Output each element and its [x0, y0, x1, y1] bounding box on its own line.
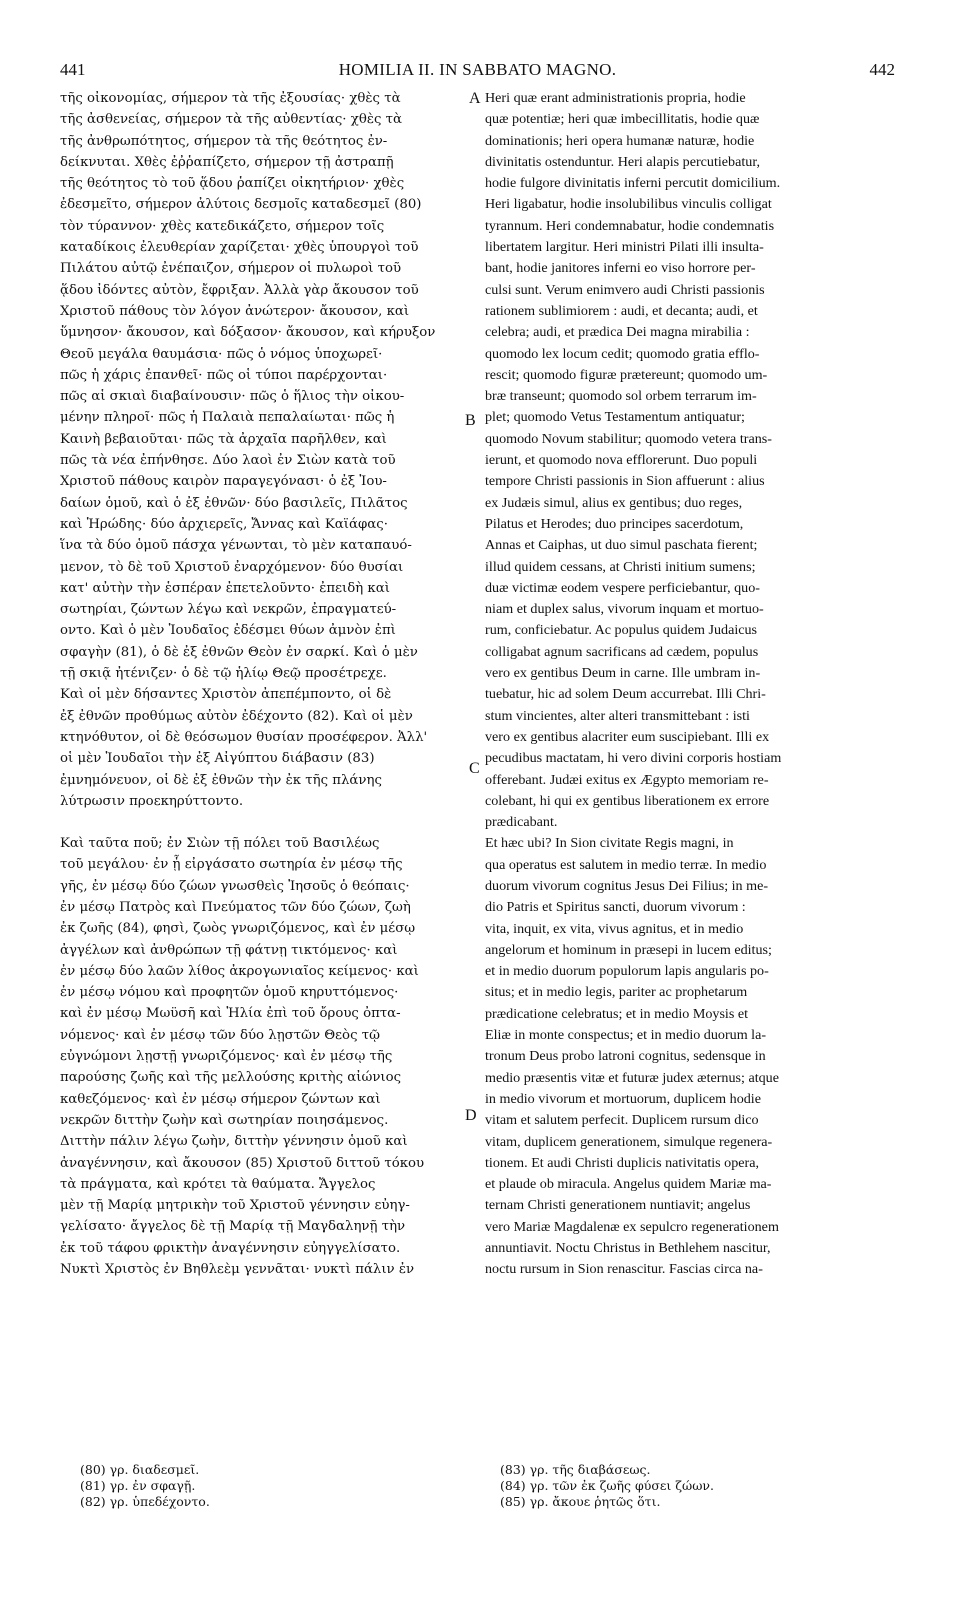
text-line: (83) γρ. τῆς διαβάσεως. [500, 1462, 651, 1477]
text-line: δείκνυται. Χθὲς ἐῤῥαπίζετο, σήμερον τῇ ἀστραπῇ [60, 154, 394, 170]
text-line: Et hæc ubi? In Sion civitate Regis magni, in [485, 835, 734, 852]
margin-letter-d: D [465, 1107, 477, 1124]
text-line: μὲν τῇ Μαρίᾳ μητρικὴν τοῦ Χριστοῦ γέννησιν εὐηγ- [60, 1198, 410, 1214]
text-line: ἀναγέννησιν, καὶ ἄκουσον (85) Χριστοῦ διττοῦ τόκου [60, 1155, 425, 1171]
text-line: τῇ σκιᾷ ἠτένιζεν· ὁ δὲ τῷ ἡλίῳ Θεῷ προσέτρεχε. [60, 666, 387, 682]
text-line: pecudibus mactatam, hi vero divini corporis hostiam [485, 750, 782, 767]
text-line: ἐν μέσῳ δύο λαῶν λίθος ἀκρογωνιαῖος κείμενος· καὶ [60, 963, 419, 979]
text-line: Καὶ οἱ μὲν δήσαντες Χριστὸν ἀπεπέμποντο, οἱ δὲ [60, 687, 392, 703]
text-line: tyrannum. Heri condemnabatur, hodie condemnatis [485, 217, 775, 234]
text-line: ternam Christi generationem nuntiavit; angelus [485, 1197, 751, 1214]
text-line: dio Patris et Spiritus sancti, duorum vivorum : [485, 899, 746, 916]
text-line: ἵνα τὰ δύο ὁμοῦ πάσχα γένωνται, τὸ μὲν καταπαυό- [60, 538, 412, 554]
text-line: Θεοῦ μεγάλα θαυμάσια· πῶς ὁ νόμος ὑποχωρεῖ· [60, 346, 383, 362]
text-line: Pilatus et Herodes; duo principes sacerdotum, [485, 515, 744, 532]
text-line: Χριστοῦ πάθους καιρὸν παραγεγόνασι· ὁ ἐξ Ἰου- [60, 474, 387, 490]
text-line: παρούσης ζωῆς καὶ τῆς μελλούσης κριτὴς αἰώνιος [60, 1070, 402, 1086]
text-line: tempore Christi passionis in Sion affuerunt : alius [485, 473, 765, 490]
text-line: πῶς ἡ χάρις ἐπανθεῖ· πῶς οἱ τύποι παρέρχονται· [60, 367, 388, 383]
text-line: μένην πληροῖ· πῶς ἡ Παλαιὰ πεπαλαίωται· πῶς ἡ [60, 410, 395, 426]
text-line: σωτηρίαι, ζώντων λέγω καὶ νεκρῶν, ἐπραγματεύ- [60, 602, 397, 618]
text-line: νόμενος· καὶ ἐν μέσῳ τῶν δύο λῃστῶν Θεὸς τῷ [60, 1027, 380, 1043]
text-line: Νυκτὶ Χριστὸς ἐν Βηθλεὲμ γεννᾶται· νυκτὶ πάλιν ἐν [60, 1262, 415, 1278]
text-line: (80) γρ. διαδεσμεῖ. [80, 1462, 200, 1477]
page-header [60, 60, 895, 86]
page-number-left: 441 [60, 60, 86, 79]
text-line: γῆς, ἐν μέσῳ δύο ζώων γνωσθεὶς Ἰησοῦς ὁ θεόπαις· [60, 878, 410, 894]
text-line: κτηνόθυτον, οἱ δὲ θεόσωμον θυσίαν προσέφερον. Ἀλλ' [60, 729, 428, 745]
text-line: Annas et Caiphas, ut duo simul paschata fierent; [485, 537, 758, 554]
text-line: ᾅδου ἰδόντες αὐτὸν, ἔφριξαν. Ἀλλὰ γὰρ ἄκουσον τοῦ [60, 282, 419, 298]
text-line: niam et duplex salus, vivorum inquam et mortuo- [485, 601, 764, 618]
text-line: quomodo lex locum cedit; quomodo gratia efflo- [485, 345, 760, 362]
text-line: ἐκ τοῦ τάφου φρικτὴν ἀναγέννησιν εὐηγγελίσατο. [60, 1240, 401, 1256]
text-line: οἱ μὲν Ἰουδαῖοι τὴν ἐξ Αἰγύπτου διάβασιν (83) [60, 751, 375, 767]
footnotes-left [80, 1462, 440, 1510]
text-line: bræ transeunt; quomodo sol orbem terrarum im- [485, 388, 757, 405]
text-line: situs; et in medio legis, pariter ac prophetarum [485, 984, 748, 1001]
text-line: (81) γρ. ἐν σφαγῇ. [80, 1478, 196, 1493]
text-line: divinitatis ostenduntur. Heri alapis percutiebatur, [485, 153, 760, 170]
text-line: ἐδεσμεῖτο, σήμερον ἀλύτοις δεσμοῖς καταδεσμεῖ (80) [60, 197, 422, 213]
text-line: (84) γρ. τῶν ἐκ ζωῆς φύσει ζώων. [500, 1478, 714, 1493]
text-line: οντο. Καὶ ὁ μὲν Ἰουδαῖος ἐδέσμει θύων ἀμνὸν ἐπὶ [60, 623, 396, 639]
text-line: πῶς τὰ νέα ἐπήνθησε. Δύο λαοὶ ἐν Σιὼν κατὰ τοῦ [60, 453, 396, 469]
latin-paragraph-1 [485, 88, 889, 833]
text-line: ἐξ ἐθνῶν προθύμως αὐτὸν ἐδέχοντο (82). Καὶ οἱ μὲν [60, 708, 413, 724]
latin-paragraph-2 [485, 833, 889, 1280]
text-line: κατ' αὐτὴν τὴν ἑσπέραν ἐπετελοῦντο· ἐπειδὴ καὶ [60, 580, 390, 596]
text-line: in medio vivorum et mortuorum, duplicem hodie [485, 1090, 761, 1107]
margin-letter-b: B [465, 412, 476, 429]
text-line: καὶ ἐν μέσῳ Μωϋσῆ καὶ Ἠλία ἐπὶ τοῦ ὄρους ὀπτα- [60, 1006, 401, 1022]
text-line: vero ex gentibus alacriter eum suscipiebant. Illi ex [485, 728, 770, 745]
text-line: bant, hodie janitores inferni eo viso horrore per- [485, 260, 756, 277]
latin-column [485, 88, 889, 1281]
text-line: culsi sunt. Verum enimvero audi Christi passionis [485, 281, 765, 298]
text-line: dominationis; heri opera humanæ naturæ, hodie [485, 132, 755, 149]
margin-letter-a: A [469, 90, 481, 107]
text-line: colebant, hi qui ex gentibus liberationem ex errore [485, 792, 770, 809]
text-line: Καὶ ταῦτα ποῦ; ἐν Σιὼν τῇ πόλει τοῦ Βασιλέως [60, 836, 380, 852]
text-line: stum vincientes, alter alteri transmittebant : isti [485, 707, 750, 724]
text-line: ierunt, et quomodo nova efflorerunt. Duo populi [485, 452, 758, 469]
text-line: τὰ πράγματα, καὶ κρότει τὰ θαύματα. Ἄγγελος [60, 1176, 376, 1192]
text-line: σφαγὴν (81), ὁ δὲ ἐξ ἐθνῶν Θεὸν ἐν σαρκί. Καὶ ὁ μὲν [60, 644, 418, 660]
text-line: ἐν μέσῳ νόμου καὶ προφητῶν ὁμοῦ κηρυττόμενος· [60, 985, 399, 1001]
text-line: μενον, τὸ δὲ τοῦ Χριστοῦ ἐναρχόμενον· δύο θυσίαι [60, 559, 404, 575]
text-line: vero ex gentibus Deum in carne. Ille umbram in- [485, 665, 761, 682]
text-line: νεκρῶν διττὴν ζωὴν καὶ σωτηρίαν ποιησάμενος. [60, 1112, 389, 1128]
text-line: ex Judæis simul, alius ex gentibus; duo reges, [485, 494, 743, 511]
text-line: τοῦ μεγάλου· ἐν ᾗ εἰργάσατο σωτηρία ἐν μέσῳ τῆς [60, 857, 403, 873]
text-line: δαίων ὁμοῦ, καὶ ὁ ἐξ ἐθνῶν· δύο βασιλεῖς, Πιλᾶτος [60, 495, 408, 511]
text-line: γελίσατο· ἄγγελος δὲ τῇ Μαρίᾳ τῇ Μαγδαληνῇ τὴν [60, 1219, 406, 1235]
text-line: celebra; audi, et prædica Dei magna mirabilia : [485, 324, 750, 341]
text-line: medio præsentis vitæ et futuræ judex æternus; atque [485, 1069, 779, 1086]
text-line: πῶς αἱ σκιαὶ διαβαίνουσιν· πῶς ὁ ἥλιος τὴν οἰκου- [60, 389, 405, 405]
text-line: Heri ligabatur, hodie insolubilibus vinculis colligat [485, 196, 772, 213]
text-line: τῆς ἀσθενείας, σήμερον τὰ τῆς αὐθεντίας· χθὲς τὰ [60, 112, 402, 128]
running-title: HOMILIA II. IN SABBATO MAGNO. [338, 60, 617, 79]
text-line: angelorum et hominum in præsepi in lucem editus; [485, 941, 772, 958]
text-line: tionem. Et audi Christi duplicis nativitatis opera, [485, 1154, 760, 1171]
text-line: et plaude ob miracula. Angelus quidem Mariæ ma- [485, 1176, 772, 1193]
text-line: Πιλάτου αὐτῷ ἐνέπαιζον, σήμερον οἱ πυλωροὶ τοῦ [60, 261, 402, 277]
text-line: quomodo Novum stabilitur; quomodo vetera trans- [485, 430, 772, 447]
text-line: τὸν τύραννον· χθὲς κατεδικάζετο, σήμερον τοῖς [60, 218, 385, 234]
text-line: qua operatus est salutem in medio terræ. In medio [485, 856, 767, 873]
text-line: vita, inquit, ex vita, vivus agnitus, et in medio [485, 920, 744, 937]
text-line: (85) γρ. ἄκουε ῥητῶς ὅτι. [500, 1494, 661, 1509]
text-line: libertatem largitur. Heri ministri Pilati illi insulta- [485, 239, 764, 256]
text-line: ἀγγέλων καὶ ἀνθρώπων τῇ φάτνῃ τικτόμενος· καὶ [60, 942, 398, 958]
text-line: ἐμνημόνευον, οἱ δὲ ἐξ ἐθνῶν τὴν ἐκ τῆς πλάνης [60, 772, 382, 788]
text-line: et in medio duorum populorum lapis angularis po- [485, 963, 769, 980]
text-line: hodie fulgore divinitatis inferni percutit domicilium. [485, 175, 781, 192]
page-number-right: 442 [869, 60, 895, 79]
text-line: tuebatur, hic ad solem Deum accurrebat. Illi Chri- [485, 686, 766, 703]
text-line: Heri quæ erant administrationis propria, hodie [485, 90, 746, 106]
text-line: Καινὴ βεβαιοῦται· πῶς τὰ ἀρχαῖα παρῆλθεν, καὶ [60, 431, 387, 447]
greek-column [60, 88, 468, 1280]
text-line: καταδίκοις ἐλευθερίαν χαρίζεται· χθὲς ὑπουργοὶ τοῦ [60, 240, 419, 256]
text-line: τῆς ἀνθρωπότητος, σήμερον τὰ τῆς θεότητος ἐν- [60, 133, 388, 149]
text-line: ἐκ ζωῆς (84), φησὶ, ζωὸς γνωριζόμενος, καὶ ἐν μέσῳ [60, 921, 416, 937]
text-line: prædicabant. [485, 814, 558, 831]
text-line: vitam, duplicem generationem, simulque regenera- [485, 1133, 773, 1150]
text-line: (82) γρ. ὑπεδέχοντο. [80, 1494, 210, 1509]
text-line: τῆς θεότητος τὸ τοῦ ᾅδου ῥαπίζει οἰκητήριον· χθὲς [60, 176, 405, 192]
text-line: tronum Deus probo latroni cognitus, sedensque in [485, 1048, 766, 1065]
text-line: ἐν μέσῳ Πατρὸς καὶ Πνεύματος τῶν δύο ζώων, ζωὴ [60, 899, 411, 915]
greek-paragraph-1 [60, 88, 468, 812]
text-line: εὐγνώμονι λῃστῇ γνωριζόμενος· καὶ ἐν μέσῳ τῆς [60, 1049, 393, 1065]
text-line: colligabat agnum sacrificans ad cædem, populus [485, 643, 759, 660]
text-line: duæ victimæ eodem vespere perficiebantur, quo- [485, 579, 760, 596]
text-line: rum, conficiebatur. Ac populus quidem Judaicus [485, 622, 758, 639]
text-line: καθεζόμενος· καὶ ἐν μέσῳ σήμερον ζώντων καὶ [60, 1091, 381, 1107]
text-line: rescit; quomodo figuræ prætereunt; quomodo um- [485, 366, 768, 383]
text-line: λύτρωσιν προεκηρύττοντο. [60, 793, 244, 809]
text-line: prædicatione celebratus; et in medio Moysis et [485, 1005, 749, 1022]
text-line: annuntiavit. Noctu Christus in Bethlehem nascitur, [485, 1240, 771, 1257]
text-line: vitam et salutem perfecit. Duplicem rursum dico [485, 1112, 759, 1129]
text-line: Eliæ in monte conspectus; et in medio duorum la- [485, 1027, 767, 1044]
text-line: plet; quomodo Vetus Testamentum antiquatur; [485, 409, 745, 426]
text-line: Διττὴν πάλιν λέγω ζωὴν, διττὴν γέννησιν ὁμοῦ καὶ [60, 1134, 408, 1150]
text-line: quæ potentiæ; heri quæ imbecillitatis, hodie quæ [485, 111, 760, 128]
text-line: offerebant. Judæi exitus ex Ægypto memoriam re- [485, 771, 769, 788]
text-line: καὶ Ἡρώδης· δύο ἀρχιερεῖς, Ἄννας καὶ Καϊάφας· [60, 516, 388, 532]
greek-paragraph-2 [60, 833, 468, 1280]
footnotes-right [500, 1462, 880, 1510]
margin-letter-c: C [469, 760, 480, 777]
text-line: vero Mariæ Magdalenæ ex sepulcro regenerationem [485, 1218, 779, 1235]
text-line: ὕμνησον· ἄκουσον, καὶ δόξασον· ἄκουσον, καὶ κήρυξον [60, 325, 436, 341]
text-line: Χριστοῦ πάθους τὸν λόγον ἀνώτερον· ἄκουσον, καὶ [60, 303, 410, 319]
text-line: noctu rursum in Sion renascitur. Fascias circa na- [485, 1261, 763, 1278]
text-line: τῆς οἰκονομίας, σήμερον τὰ τῆς ἐξουσίας· χθὲς τὰ [60, 91, 401, 106]
text-line: rationem sublimiorem : audi, et decanta; audi, et [485, 302, 758, 319]
text-line: duorum vivorum cognitus Jesus Dei Filius; in me- [485, 877, 769, 894]
text-line: illud quidem cessans, at Christi initium sumens; [485, 558, 756, 575]
